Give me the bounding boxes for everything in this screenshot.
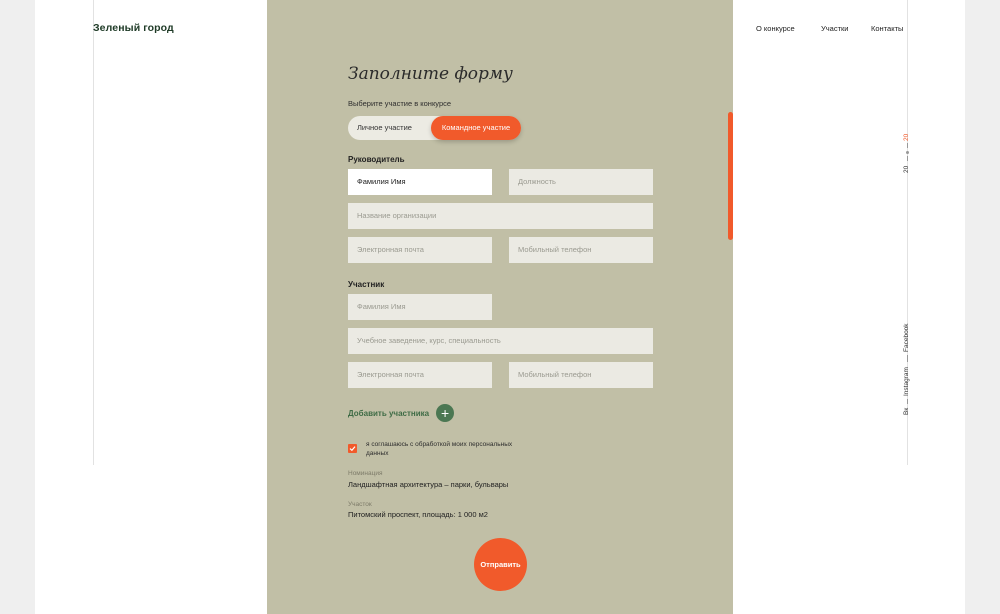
leader-phone-field[interactable]: Мобильный телефон: [509, 237, 653, 263]
check-icon: [349, 445, 356, 452]
leader-section-title: Руководитель: [348, 155, 405, 164]
pager-dot: [906, 151, 909, 154]
social-facebook[interactable]: Facebook: [903, 323, 910, 352]
plot-value: Питомский проспект, площадь: 1 000 м2: [348, 510, 488, 519]
social-divider: [907, 399, 908, 404]
social-divider: [907, 355, 908, 362]
toggle-team[interactable]: Командное участие: [431, 116, 521, 140]
participant-email-field[interactable]: Электронная почта: [348, 362, 492, 388]
add-participant-link[interactable]: Добавить участника: [348, 408, 430, 418]
leader-email-field[interactable]: Электронная почта: [348, 237, 492, 263]
nomination-label: Номинация: [348, 470, 383, 477]
consent-text: я соглашаюсь с обработкой моих персональных данных: [366, 441, 513, 457]
plot-label: Участок: [348, 501, 372, 508]
plus-icon[interactable]: +: [436, 404, 454, 422]
participant-phone-field[interactable]: Мобильный телефон: [509, 362, 653, 388]
submit-button[interactable]: Отправить: [474, 538, 527, 591]
add-participant-row: [348, 403, 454, 423]
logo[interactable]: Зеленый город: [93, 22, 174, 34]
nav-about[interactable]: О конкурсе: [756, 24, 795, 33]
participation-toggle: [348, 116, 521, 140]
toggle-personal[interactable]: Личное участие: [357, 123, 412, 132]
form-title: Заполните форму: [348, 64, 513, 84]
participant-name-field[interactable]: Фамилия Имя: [348, 294, 492, 320]
participant-section-title: Участник: [348, 280, 385, 289]
pager-divider: [907, 156, 908, 161]
scroll-indicator[interactable]: [728, 112, 733, 240]
form-panel: [267, 0, 733, 614]
social-instagram[interactable]: Instagram: [903, 367, 910, 396]
leader-organization-field[interactable]: Название организации: [348, 203, 653, 229]
nomination-value: Ландшафтная архитектура – парки, бульвары: [348, 480, 509, 489]
consent-checkbox[interactable]: [348, 444, 357, 453]
pager-total: 20: [903, 165, 910, 173]
social-vk[interactable]: Вк: [903, 407, 910, 415]
pager-divider: [907, 143, 908, 148]
nav-contacts[interactable]: Контакты: [871, 24, 904, 33]
nav-plots[interactable]: Участки: [821, 24, 849, 33]
participation-label: Выберите участие в конкурсе: [348, 99, 452, 108]
left-guide-line: [93, 0, 94, 465]
leader-position-field[interactable]: Должность: [509, 169, 653, 195]
participant-education-field[interactable]: Учебное заведение, курс, специальность: [348, 328, 653, 354]
leader-name-field[interactable]: Фамилия Имя: [348, 169, 492, 195]
pager-current: 20: [903, 133, 910, 141]
